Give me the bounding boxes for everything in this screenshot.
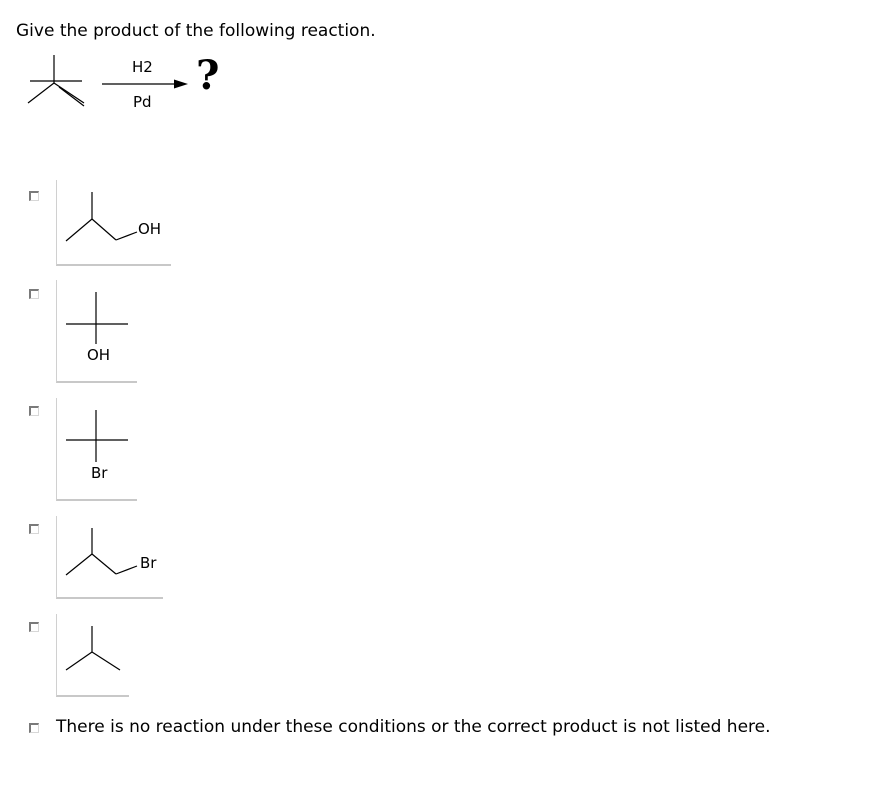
choice-1-structure [62, 188, 182, 248]
choice-4-structure [62, 524, 172, 584]
reagent-above-arrow: H2 [132, 58, 153, 76]
choice-5-checkbox[interactable] [29, 622, 39, 632]
choice-4-checkbox[interactable] [29, 524, 39, 534]
choice-none-text: There is no reaction under these conditions or the correct product is not listed here. [56, 717, 771, 737]
question-text: Give the product of the following reaction. [16, 21, 376, 41]
choice-none-checkbox[interactable] [29, 723, 39, 733]
choice-2-group-label: OH [87, 346, 111, 364]
reagent-below-arrow: Pd [133, 93, 152, 111]
choice-3-group-label: Br [91, 464, 108, 482]
choice-5-structure [62, 624, 132, 674]
choice-2-structure [60, 290, 140, 375]
choice-3-structure [60, 408, 140, 493]
reaction-arrow [102, 78, 192, 92]
choice-2-checkbox[interactable] [29, 289, 39, 299]
choice-1-group-label: OH [138, 220, 162, 238]
choice-4-group-label: Br [140, 554, 157, 572]
choice-3-checkbox[interactable] [29, 406, 39, 416]
unknown-product: ? [196, 52, 220, 99]
choice-1-checkbox[interactable] [29, 191, 39, 201]
starting-material-structure [24, 55, 94, 110]
